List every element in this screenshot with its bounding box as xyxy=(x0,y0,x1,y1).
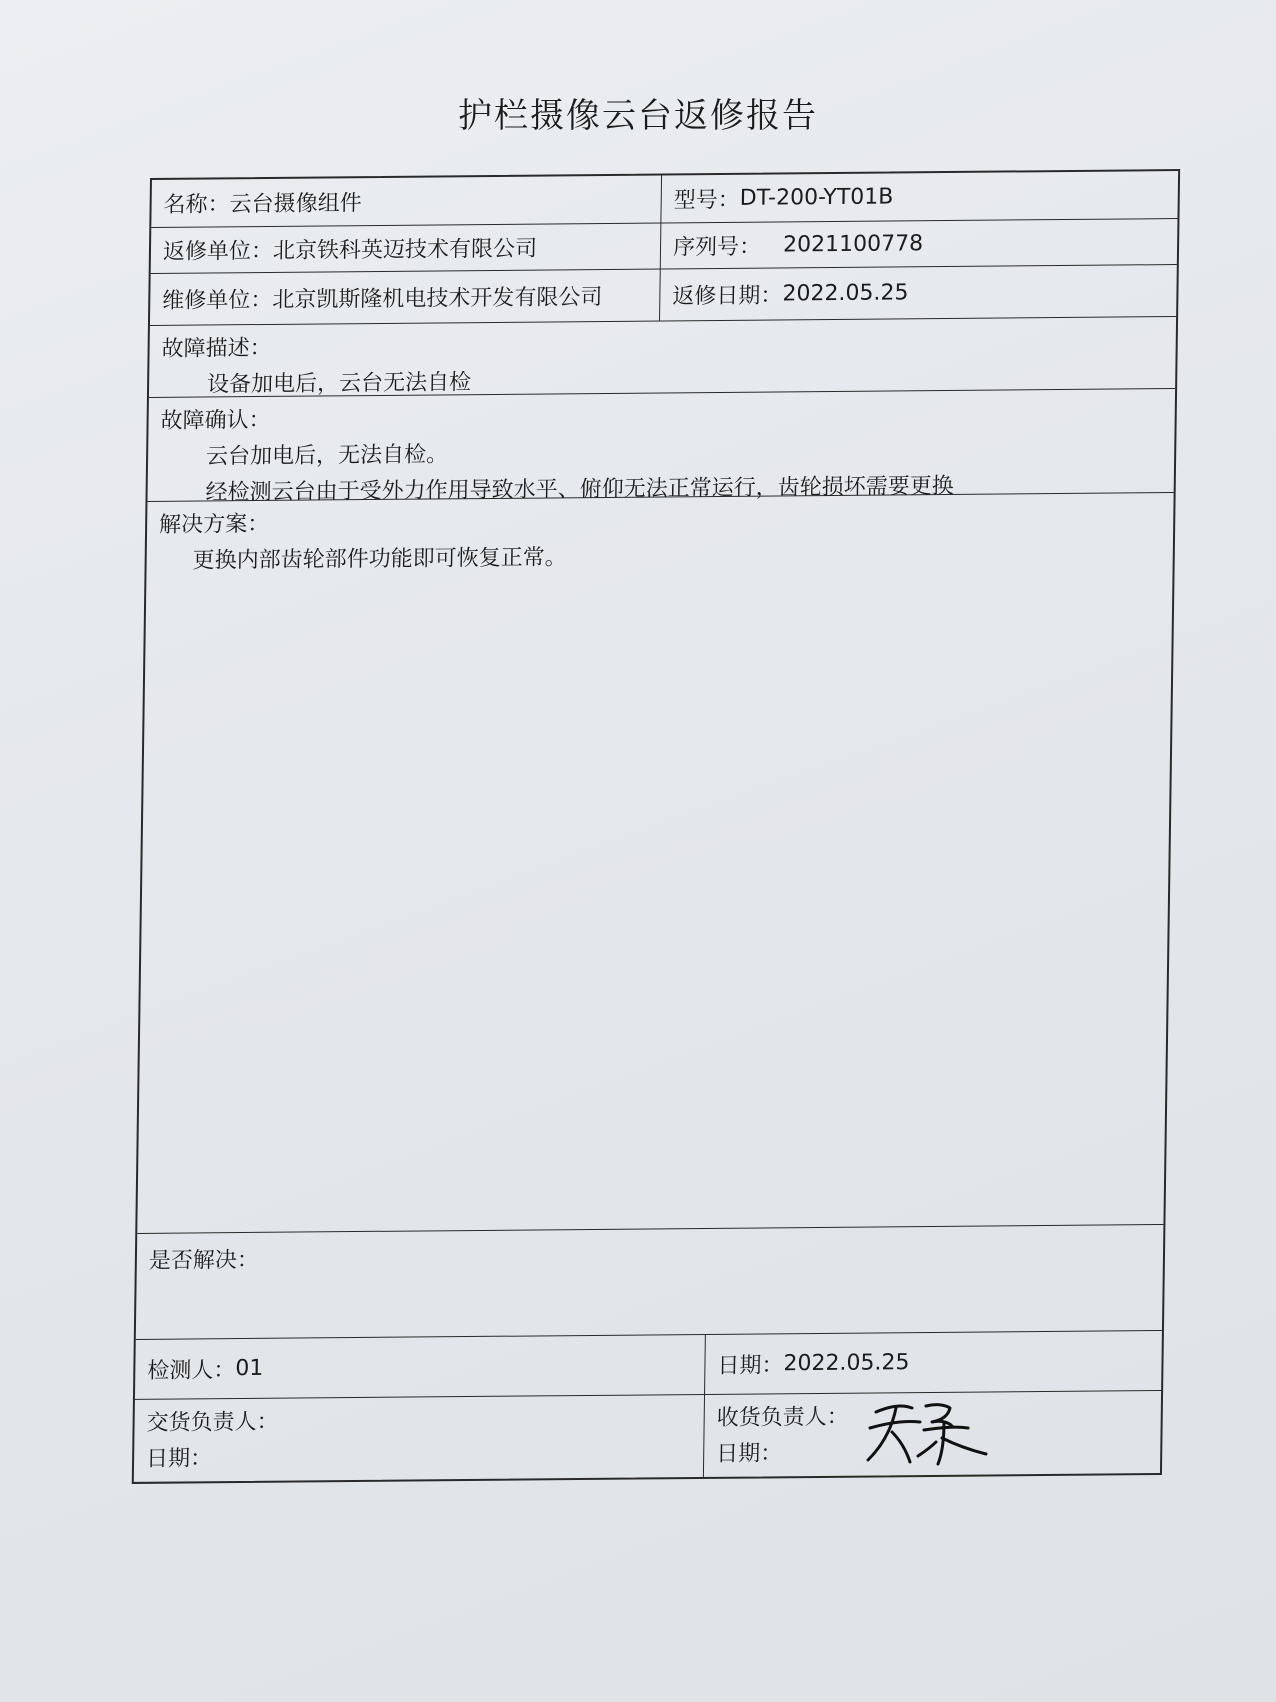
fault-confirmation-line: 云台加电后，无法自检。 xyxy=(205,442,449,470)
fault-description-cell xyxy=(149,317,1176,397)
name-cell xyxy=(151,176,662,227)
row-inspector xyxy=(135,1331,1162,1400)
solution-line: 更换内部齿轮部件功能即可恢复正常。 xyxy=(192,545,567,574)
serial-cell xyxy=(661,219,1178,269)
return-unit-cell xyxy=(151,224,662,273)
return-date-cell xyxy=(660,265,1177,321)
return-date-label: 返修日期： xyxy=(672,283,783,310)
name-value: 云台摄像组件 xyxy=(229,191,362,218)
resolved-section xyxy=(136,1225,1164,1340)
resolved-cell xyxy=(136,1225,1164,1339)
solution-section xyxy=(137,493,1173,1234)
return-unit-label: 返修单位： xyxy=(162,238,274,265)
name-label: 名称： xyxy=(163,192,230,218)
resolved-label: 是否解决： xyxy=(148,1247,260,1274)
repair-unit-value: 北京凯斯隆机电技术开发有限公司 xyxy=(272,285,603,313)
fault-confirmation-line: 经检测云台由于受外力作用导致水平、俯仰无法正常运行，齿轮损坏需要更换 xyxy=(205,473,954,506)
repair-unit-cell xyxy=(150,270,661,325)
return-unit-value: 北京铁科英迈技术有限公司 xyxy=(272,236,538,264)
fault-confirmation-section xyxy=(147,389,1175,506)
return-date-value: 2022.05.25 xyxy=(782,280,909,307)
solution-cell xyxy=(137,493,1173,1233)
inspect-date-value: 2022.05.25 xyxy=(783,1350,910,1377)
fault-confirmation-cell xyxy=(147,389,1175,506)
fault-confirmation-label: 故障确认： xyxy=(160,407,271,434)
fault-description-label: 故障描述： xyxy=(161,335,272,362)
inspector-label: 检测人： xyxy=(147,1358,236,1384)
receiving-owner-label: 收货负责人： xyxy=(716,1404,849,1431)
inspect-date-label: 日期： xyxy=(717,1353,784,1379)
model-cell xyxy=(661,171,1178,223)
delivery-owner-cell xyxy=(134,1395,705,1482)
receiving-date-label: 日期： xyxy=(716,1441,783,1467)
row-repair-date xyxy=(150,265,1177,326)
repair-unit-label: 维修单位： xyxy=(162,287,273,314)
handwritten-signature xyxy=(862,1398,992,1470)
model-label: 型号： xyxy=(673,187,740,214)
inspector-value: 01 xyxy=(235,1355,264,1382)
report-form xyxy=(132,169,1180,1484)
serial-value: 2021100778 xyxy=(782,231,924,258)
inspector-cell xyxy=(135,1335,706,1399)
fault-description-section xyxy=(149,317,1176,398)
inspect-date-cell xyxy=(705,1331,1162,1394)
report-title: 护栏摄像云台返修报告 xyxy=(458,96,818,136)
row-owners xyxy=(134,1391,1161,1482)
fault-description-line: 设备加电后，云台无法自检 xyxy=(206,370,472,398)
serial-label: 序列号： xyxy=(672,234,762,261)
delivery-date-label: 日期： xyxy=(145,1446,213,1472)
solution-label: 解决方案： xyxy=(158,511,270,538)
delivery-owner-label: 交货负责人： xyxy=(146,1409,279,1436)
model-value: DT-200-YT01B xyxy=(739,184,894,211)
